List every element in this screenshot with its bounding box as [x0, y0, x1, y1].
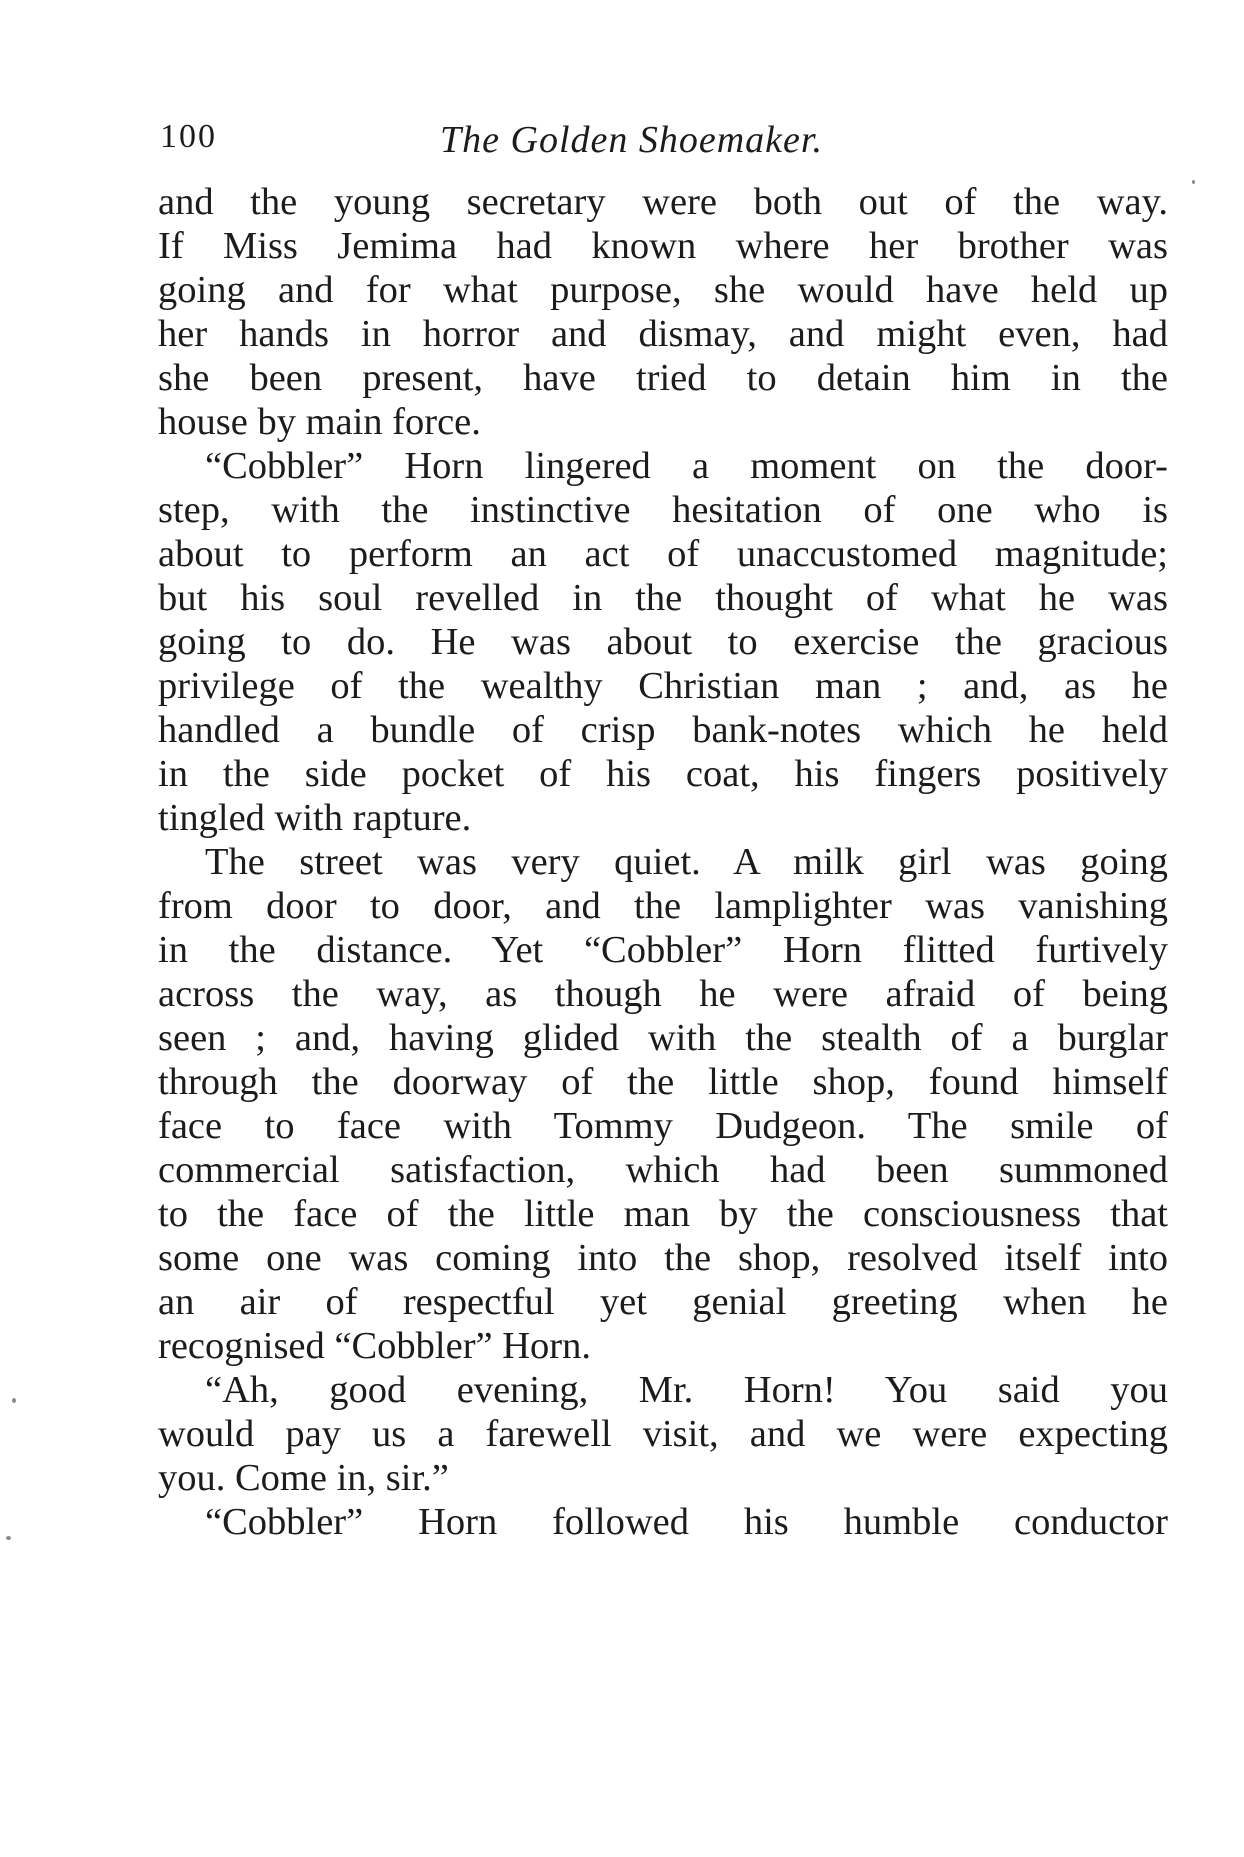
- text-line: would pay us a farewell visit, and we were expecting: [158, 1413, 1168, 1455]
- text-line: commercial satisfaction, which had been summoned: [158, 1149, 1168, 1191]
- text-line: about to perform an act of unaccustomed magnitude;: [158, 533, 1168, 575]
- text-line: and the young secretary were both out of the way.: [158, 181, 1168, 223]
- text-line: tingled with rapture.: [158, 797, 472, 839]
- text-line: from door to door, and the lamplighter was vanishing: [158, 885, 1168, 927]
- text-line: she been present, have tried to detain him in the: [158, 357, 1168, 399]
- scan-speck: [1192, 180, 1195, 184]
- text-line: face to face with Tommy Dudgeon. The smile of: [158, 1105, 1168, 1147]
- text-line: but his soul revelled in the thought of what he was: [158, 577, 1168, 619]
- text-line: you. Come in, sir.”: [158, 1457, 449, 1499]
- text-line: going to do. He was about to exercise the gracious: [158, 621, 1168, 663]
- book-title: The Golden Shoemaker.: [440, 119, 823, 161]
- text-line: through the doorway of the little shop, found himself: [158, 1061, 1168, 1103]
- text-line: “Cobbler” Horn followed his humble conductor: [205, 1501, 1168, 1543]
- text-line: seen ; and, having glided with the stealth of a burglar: [158, 1017, 1168, 1059]
- text-line: “Cobbler” Horn lingered a moment on the door-: [205, 445, 1168, 487]
- text-line: The street was very quiet. A milk girl was going: [205, 841, 1168, 883]
- text-line: an air of respectful yet genial greeting when he: [158, 1281, 1168, 1323]
- text-line: If Miss Jemima had known where her brother was: [158, 225, 1168, 267]
- text-line: in the side pocket of his coat, his fingers positively: [158, 753, 1168, 795]
- text-line: in the distance. Yet “Cobbler” Horn flitted furtively: [158, 929, 1168, 971]
- text-line: recognised “Cobbler” Horn.: [158, 1325, 591, 1367]
- text-line: some one was coming into the shop, resolved itself into: [158, 1237, 1168, 1279]
- text-line: going and for what purpose, she would have held up: [158, 269, 1168, 311]
- text-line: to the face of the little man by the consciousness that: [158, 1193, 1168, 1235]
- text-line: privilege of the wealthy Christian man ; and, as he: [158, 665, 1168, 707]
- page-number: 100: [160, 118, 217, 155]
- scan-speck: [12, 1398, 16, 1403]
- text-line: her hands in horror and dismay, and might even, had: [158, 313, 1168, 355]
- scan-speck: [6, 1536, 11, 1540]
- text-line: house by main force.: [158, 401, 481, 443]
- running-head: [160, 118, 1160, 168]
- text-line: “Ah, good evening, Mr. Horn! You said you: [205, 1369, 1168, 1411]
- text-line: step, with the instinctive hesitation of one who is: [158, 489, 1168, 531]
- text-line: handled a bundle of crisp bank-notes which he held: [158, 709, 1168, 751]
- text-line: across the way, as though he were afraid of being: [158, 973, 1168, 1015]
